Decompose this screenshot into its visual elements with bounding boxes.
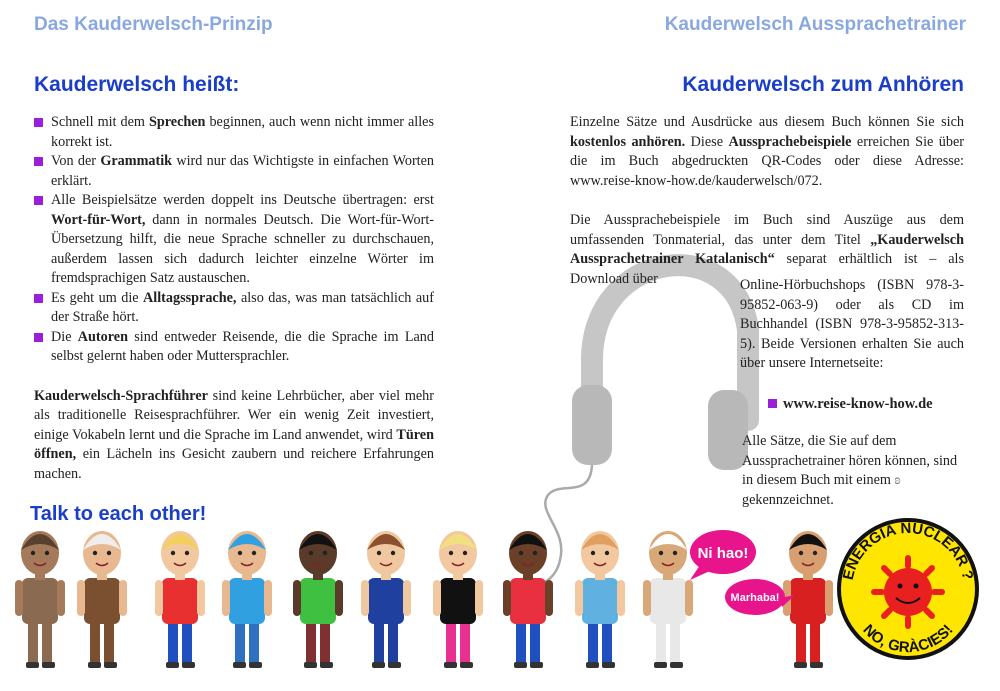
- ni-hao-text: Ni hao!: [697, 545, 749, 562]
- marhaba-text: Marhaba!: [730, 592, 780, 604]
- red-dress-woman-figure: [783, 531, 833, 668]
- audio-paragraph: Einzelne Sätze und Ausdrücke aus diesem Buch können Sie sich kostenlos anhören. Diese Aussprachebeispiele erreichen Sie über die im Buch abgedruckten QR-Codes oder diese Adresse: www.reise-know-how.de/kauderwelsch/072.: [570, 114, 965, 189]
- header-left: Das Kauderwelsch-Prinzip: [34, 14, 273, 35]
- turban-man-figure: [643, 531, 693, 668]
- monk-figure: [15, 531, 65, 668]
- audio-note: Alle Sätze, die Sie auf dem Aussprachetrainer hören können, sind in diesem Buch mit einem ʚ gekennzeichnet.: [742, 433, 958, 508]
- website-link[interactable]: www.reise-know-how.de: [768, 396, 933, 413]
- intro-paragraph: Kauderwelsch-Sprachführer sind keine Lehrbücher, aber viel mehr als traditionelle Reisesprachführer. Wer ein wenig Zeit investiert, einige Vokabeln lernt und die Sprache im Land anwendet, wird Türen öffnen, ein Lächeln ins Gesicht zaubern und reichere Erfahrungen machen.: [34, 387, 434, 482]
- isbn-paragraph: Online-Hörbuchshops (ISBN 978-3-95852-063-9) oder als CD im Buchhandel (ISBN 978-3-95852-313-5). Beide Versionen erhalten Sie auch über unsere Internetseite:: [740, 277, 964, 371]
- badge-bottom-text: NO, GRÀCIES!: [859, 621, 957, 657]
- man-figure: [293, 531, 343, 668]
- list-item: Die Autoren sind entweder Reisende, die die Sprache im Land selbst gelernt haben oder Muttersprachler.: [34, 328, 434, 367]
- glasses-woman-figure: [433, 531, 483, 668]
- left-section-title: Kauderwelsch heißt:: [34, 73, 240, 96]
- badge-top-text: ENERGIA NUCLEAR ?: [839, 519, 977, 582]
- sun-icon: [874, 558, 942, 626]
- inuit-figure: [77, 531, 127, 668]
- bearded-man-figure: [361, 531, 411, 668]
- trainer-paragraph: Die Aussprachebeispiele im Buch sind Auszüge aus dem umfassenden Tonmaterial, das unter dem Titel „Kauderwelsch Aussprachetrainer Katalanisch“ separat erhältlich ist – als Download über: [570, 212, 964, 287]
- boy-figure: [155, 531, 205, 668]
- scarf-man-figure: [575, 531, 625, 668]
- ni-hao-bubble: [690, 530, 756, 580]
- young-man-figure: [503, 531, 553, 668]
- right-section-title: Kauderwelsch zum Anhören: [682, 73, 964, 96]
- list-item: Es geht um die Alltagssprache, also das, was man tatsächlich auf der Straße hört.: [34, 289, 434, 328]
- header-right: Kauderwelsch Aussprachetrainer: [664, 14, 966, 35]
- woman-figure: [222, 531, 272, 668]
- list-item: Von der Grammatik wird nur das Wichtigste in einfachen Worten erklärt.: [34, 152, 434, 191]
- list-item: Schnell mit dem Sprechen beginnen, auch wenn nicht immer alles korrekt ist.: [34, 113, 434, 152]
- talk-heading: Talk to each other!: [30, 503, 207, 525]
- ear-icon: ʚ: [894, 473, 901, 488]
- anti-nuclear-badge: [839, 520, 977, 658]
- list-item: Alle Beispielsätze werden doppelt ins Deutsche übertragen: erst Wort-für-Wort, dann in normales Deutsch. Die Wort-für-Wort-Übersetzung hilft, die neue Sprache schneller zu durchschauen, außerdem lassen sich dadurch leichter einzelne Wörter im fremdsprachigen Satz austauschen.: [34, 191, 434, 289]
